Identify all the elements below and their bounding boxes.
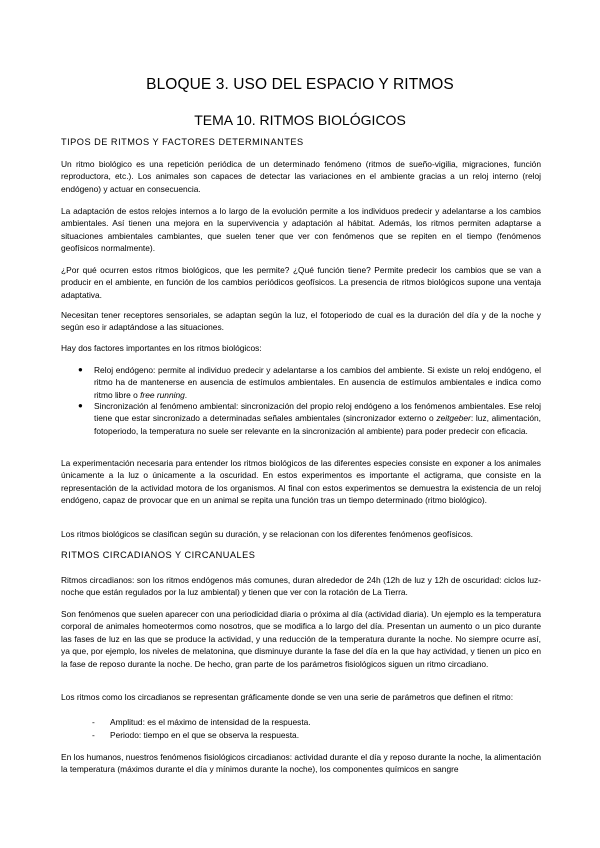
paragraph-6: La experimentación necesaria para entender los ritmos biológicos de las diferentes especies consiste en exponer a los animales únicamente a la luz o únicamente a la oscuridad. En estos experimentos es importante el actigrama, que consiste en la representación de la actividad motora de los organismos. Al final con estos experimentos se demuestra la existencia de un reloj endógeno, capaz de provocar que en un animal se repita una función tras un tiempo determinado (ritmo biológico). [61, 458, 541, 506]
section-heading-tipos: TIPOS DE RITMOS Y FACTORES DETERMINANTES [61, 137, 304, 147]
list-item-sincronizacion [94, 400, 541, 437]
page-title: BLOQUE 3. USO DEL ESPACIO Y RITMOS [146, 76, 454, 93]
paragraph-7: Los ritmos biológicos se clasifican según su duración, y se relacionan con los diferentes fenómenos geofísicos. [61, 529, 473, 539]
list-item-text: . [184, 389, 188, 400]
paragraph-11: En los humanos, nuestros fenómenos fisiológicos circadianos: actividad durante el día y reposo durante la noche, la alimentación la temperatura (máximos durante el día y mínimos durante la noche), los componentes químicos en sangre [61, 752, 541, 775]
bullet-marker: ● [78, 365, 83, 374]
paragraph-9: Son fenómenos que suelen aparecer con una periodicidad diaria o próxima al día (actividad diaria). Un ejemplo es la temperatura corporal de animales homeotermos como nosotros, que se modifica a lo largo del día. Presentan un aumento o un pico durante las fases de luz en las que se produce la actividad, y una reducción de la temperatura durante la noche. No siempre ocurre así, ya que, por ejemplo, los niveles de melatonina, que disminuye durante la fase del día en la que hay actividad, y tienen un pico en la fase de reposo durante la noche. De hecho, gran parte de los parámetros fisiológicos siguen un ritmo circadiano. [61, 609, 541, 669]
paragraph-5: Hay dos factores importantes en los ritmos biológicos: [61, 343, 262, 353]
paragraph-10: Los ritmos como los circadianos se representan gráficamente donde se ven una serie de parámetros que definen el ritmo: [61, 692, 514, 702]
section-heading-circadianos: RITMOS CIRCADIANOS Y CIRCANUALES [61, 550, 256, 560]
list-item-emphasis: zeitgeber [436, 413, 471, 424]
paragraph-1: Un ritmo biológico es una repetición periódica de un determinado fenómeno (ritmos de sueño-vigilia, migraciones, función reproductora, etc.). Los animales son capaces de detectar las variaciones en el ambiente gracias a un reloj interno (reloj endógeno) y actuar en consecuencia. [61, 159, 541, 194]
paragraph-3: ¿Por qué ocurren estos ritmos biológicos, que les permite? ¿Qué función tiene? Permite predecir los cambios que se van a producir en el ambiente, en función de los cambios periódicos geofísicos. La presencia de ritmos biológicos supone una ventaja adaptativa. [61, 265, 541, 300]
bullet-marker: ● [78, 401, 83, 410]
list-item-amplitud: Amplitud: es el máximo de intensidad de la respuesta. [110, 717, 311, 727]
list-item-emphasis: free running [140, 389, 185, 400]
list-item-reloj-endogeno [94, 364, 541, 401]
list-item-text: : luz, alimentación, fotoperiodo, la temperatura no suele ser relevante en la sincronización al ambiente) para poder predecir con eficacia. [94, 413, 541, 436]
paragraph-4: Necesitan tener receptores sensoriales, se adaptan según la luz, el fotoperiodo de cual es la duración del día y de la noche y según eso ir adaptándose a las situaciones. [61, 310, 541, 333]
dash-marker: - [92, 730, 95, 740]
list-item-periodo: Periodo: tiempo en el que se observa la respuesta. [110, 730, 300, 740]
paragraph-2: La adaptación de estos relojes internos a lo largo de la evolución permite a los individuos predecir y adelantarse a los cambios ambientales. Así tienen una mejora en la supervivencia y adaptación al hábitat. Además, los ritmos permiten adaptarse a situaciones ambientales cambiantes, que suelen tener que ver con fenómenos que se repiten en el tiempo (fenómenos geofísicos normalmente). [61, 206, 541, 254]
topic-title: TEMA 10. RITMOS BIOLÓGICOS [194, 112, 406, 128]
paragraph-8: Ritmos circadianos: son los ritmos endógenos más comunes, duran alrededor de 24h (12h de luz y 12h de oscuridad: ciclos luz-noche que están regulados por la luz ambiental) y tienen que ver con la rotación de La Tierra. [61, 575, 541, 598]
list-item-text: Reloj endógeno: permite al individuo predecir y adelantarse a los cambios del ambiente. Si existe un reloj endógeno, el ritmo ha de mantenerse en ausencia de estímulos ambientales. En ausencia de estímulos ambientales e indica como ritmo libre o [94, 365, 541, 400]
list-item-text: Sincronización al fenómeno ambiental: sincronización del propio reloj endógeno a los fenómenos ambientales. Ese reloj tiene que estar sincronizado a determinadas señales ambientales (sincronizador externo o [94, 401, 541, 424]
dash-marker: - [92, 717, 95, 727]
